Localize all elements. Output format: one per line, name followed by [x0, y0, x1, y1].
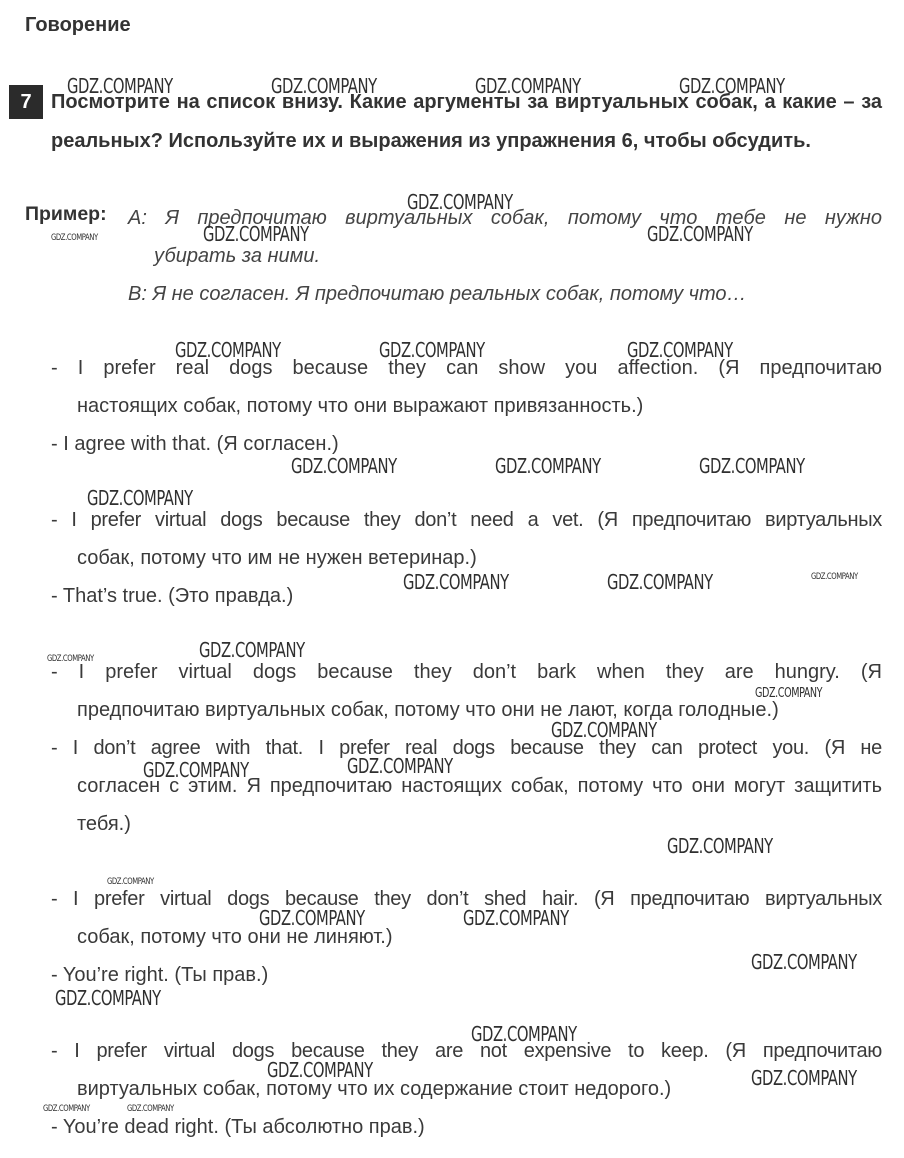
watermark: GDZ.COMPANY	[259, 906, 365, 930]
dialogue-line	[51, 1108, 882, 1146]
dialogue-line-text: - I agree with that. (Я согласен.)	[51, 433, 339, 455]
watermark: GDZ.COMPANY	[667, 834, 773, 858]
dialogue-line-text: - I prefer virtual dogs because they don’t shed hair. (Я предпочитаю виртуальных	[51, 888, 882, 910]
watermark: GDZ.COMPANY	[495, 454, 601, 478]
watermark: GDZ.COMPANY	[627, 338, 733, 362]
dialogue-line-continuation: настоящих собак, потому что они выражают привязанность.)	[77, 395, 644, 417]
watermark: GDZ.COMPANY	[127, 1104, 174, 1114]
watermark: GDZ.COMPANY	[463, 906, 569, 930]
watermark: GDZ.COMPANY	[43, 1104, 90, 1114]
watermark: GDZ.COMPANY	[471, 1022, 577, 1046]
example-a-line1: A: Я предпочитаю виртуальных собак, потому что тебе не нужно	[128, 207, 882, 229]
dialogue-line	[51, 501, 882, 577]
dialogue-line-text: - I prefer virtual dogs because they don’t need a vet. (Я предпочитаю виртуальных	[51, 509, 882, 531]
watermark: GDZ.COMPANY	[203, 222, 309, 246]
watermark: GDZ.COMPANY	[607, 570, 713, 594]
dialogue-line-text: - I prefer virtual dogs because they don’t bark when they are hungry. (Я	[51, 661, 882, 683]
example-b: B: Я не согласен. Я предпочитаю реальных собак, потому что…	[128, 283, 747, 305]
watermark: GDZ.COMPANY	[87, 486, 193, 510]
watermark: GDZ.COMPANY	[271, 74, 377, 98]
dialogue-line-text: - You’re dead right. (Ты абсолютно прав.)	[51, 1116, 425, 1138]
watermark: GDZ.COMPANY	[107, 877, 154, 887]
dialogue-line-continuation: собак, потому что им не нужен ветеринар.)	[77, 547, 477, 569]
watermark: GDZ.COMPANY	[267, 1058, 373, 1082]
watermark: GDZ.COMPANY	[475, 74, 581, 98]
section-title: Говорение	[25, 14, 131, 36]
watermark: GDZ.COMPANY	[751, 1066, 857, 1090]
example-a-line2: убирать за ними.	[154, 245, 321, 267]
watermark: GDZ.COMPANY	[403, 570, 509, 594]
dialogue-line	[51, 729, 882, 843]
watermark: GDZ.COMPANY	[379, 338, 485, 362]
watermark: GDZ.COMPANY	[647, 222, 753, 246]
watermark: GDZ.COMPANY	[47, 654, 94, 664]
dialogue-line-continuation: согласен с этим. Я предпочитаю настоящих собак, потому что они могут защитить тебя.)	[77, 775, 882, 835]
exercise-number-badge: 7	[9, 85, 43, 119]
dialogue-line-continuation: виртуальных собак, потому что их содержание стоит недорого.)	[77, 1078, 672, 1100]
dialogue-line-continuation: предпочитаю виртуальных собак, потому что они не лают, когда голодные.)	[77, 699, 779, 721]
dialogue-line-text: - You’re right. (Ты прав.)	[51, 964, 269, 986]
watermark: GDZ.COMPANY	[679, 74, 785, 98]
watermark: GDZ.COMPANY	[291, 454, 397, 478]
dialogue-line-text: - I prefer virtual dogs because they are not expensive to keep. (Я предпочитаю	[51, 1040, 882, 1062]
watermark: GDZ.COMPANY	[175, 338, 281, 362]
dialogue-line-text: - That’s true. (Это правда.)	[51, 585, 294, 607]
watermark: GDZ.COMPANY	[199, 638, 305, 662]
watermark: GDZ.COMPANY	[51, 233, 98, 243]
watermark: GDZ.COMPANY	[751, 950, 857, 974]
dialogue-line-continuation: собак, потому что они не линяют.)	[77, 926, 393, 948]
watermark: GDZ.COMPANY	[407, 190, 513, 214]
watermark: GDZ.COMPANY	[55, 986, 161, 1010]
example-label: Пример:	[25, 203, 107, 225]
dialogue-line-text: - I don’t agree with that. I prefer real dogs because they can protect you. (Я не	[51, 737, 882, 759]
watermark: GDZ.COMPANY	[143, 758, 249, 782]
watermark: GDZ.COMPANY	[755, 686, 823, 701]
exercise-task: Посмотрите на список внизу. Какие аргументы за виртуальных собак, а какие – за реальных? Используйте их и выражения из упражнения 6, чтобы обсудить.	[51, 91, 882, 152]
watermark: GDZ.COMPANY	[811, 572, 858, 582]
watermark: GDZ.COMPANY	[347, 754, 453, 778]
watermark: GDZ.COMPANY	[699, 454, 805, 478]
dialogue-line-text: - I prefer real dogs because they can show you affection. (Я предпочитаю	[51, 357, 882, 379]
watermark: GDZ.COMPANY	[67, 74, 173, 98]
watermark: GDZ.COMPANY	[551, 718, 657, 742]
